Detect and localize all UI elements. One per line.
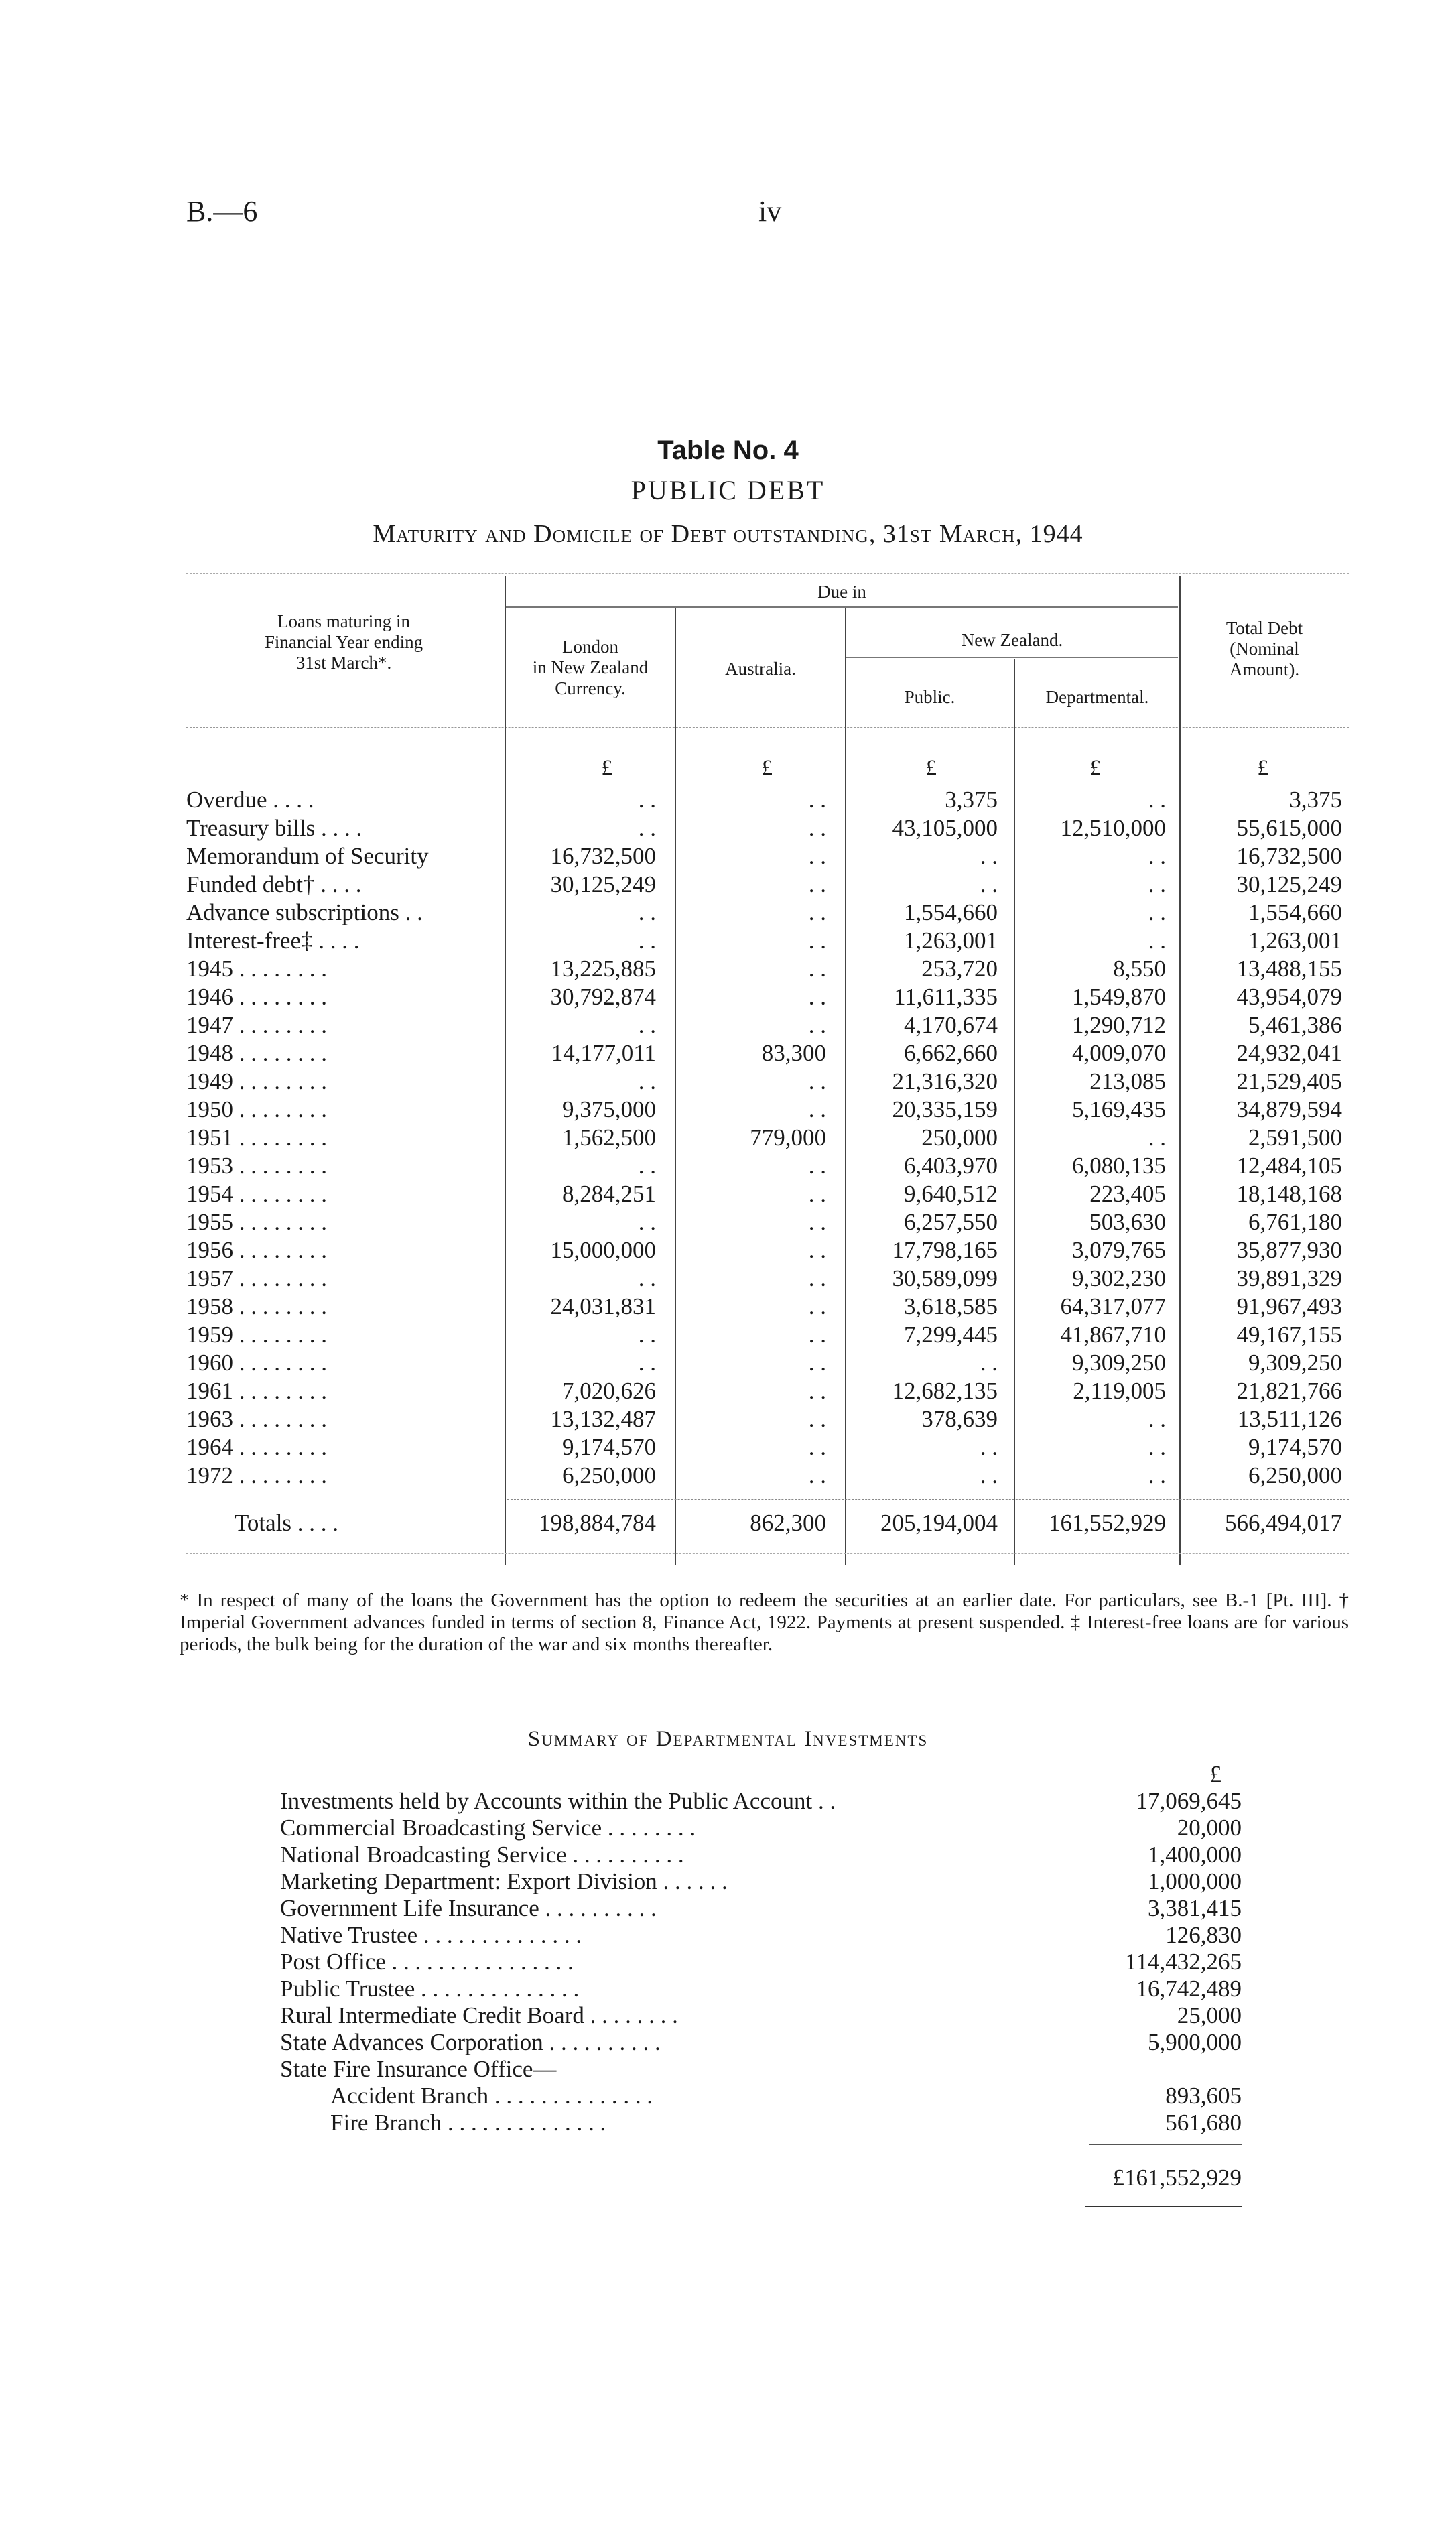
departmental-value: 2,119,005 [1073, 1378, 1166, 1404]
currency-symbol: £ [601, 756, 612, 780]
departmental-value: 223,405 [1089, 1181, 1166, 1207]
public-value: . . [980, 1462, 998, 1488]
total-value: 30,125,249 [1236, 871, 1342, 897]
header-london: London in New Zealand Currency. [532, 637, 649, 698]
australia-total: 862,300 [750, 1510, 826, 1536]
row-label: 1945 . . . . . . . . [186, 956, 327, 982]
london-value: 7,020,626 [562, 1378, 656, 1404]
departmental-value: 9,309,250 [1072, 1350, 1166, 1376]
summary-item-label: Investments held by Accounts within the Public Account . . [280, 1788, 836, 1814]
australia-value: . . [808, 1321, 826, 1348]
departmental-value: . . [1148, 1124, 1166, 1151]
london-value: . . [638, 1209, 656, 1235]
summary-item [0, 2029, 1456, 2056]
departmental-value: 1,290,712 [1072, 1012, 1166, 1038]
public-value: 43,105,000 [892, 815, 998, 841]
public-value: 378,639 [921, 1406, 998, 1432]
summary-item-value: 1,000,000 [1148, 1868, 1242, 1894]
summary-item-label: State Advances Corporation . . . . . . . . . . [280, 2029, 661, 2055]
london-value: 16,732,500 [550, 843, 656, 869]
australia-value: 779,000 [750, 1124, 826, 1151]
public-value: 6,257,550 [904, 1209, 998, 1235]
table-label: Table No. 4 [657, 436, 799, 465]
summary-item-value: 1,400,000 [1148, 1841, 1242, 1868]
public-value: 9,640,512 [904, 1181, 998, 1207]
london-value: 30,792,874 [550, 984, 656, 1010]
summary-item [0, 1788, 1456, 1815]
table-row [0, 955, 1456, 983]
row-label: 1960 . . . . . . . . [186, 1350, 327, 1376]
row-label: 1947 . . . . . . . . [186, 1012, 327, 1038]
table-row [0, 870, 1456, 899]
total-value: 39,891,329 [1236, 1265, 1342, 1291]
row-label: 1956 . . . . . . . . [186, 1237, 327, 1263]
london-value: . . [638, 1068, 656, 1094]
row-label: Overdue . . . . [186, 787, 314, 813]
public-total: 205,194,004 [880, 1510, 998, 1536]
london-value: . . [638, 815, 656, 841]
summary-item [0, 1949, 1456, 1976]
total-value: 13,488,155 [1236, 956, 1342, 982]
header-australia: Australia. [725, 659, 796, 679]
summary-item-label: Post Office . . . . . . . . . . . . . . . . [280, 1949, 574, 1975]
table-row [0, 1067, 1456, 1096]
australia-value: . . [808, 899, 826, 925]
header-loans: Loans maturing in Financial Year ending 31st March*. [264, 611, 423, 673]
header-due-in: Due in [817, 582, 866, 602]
total-value: 16,732,500 [1236, 843, 1342, 869]
public-value: 20,335,159 [892, 1096, 998, 1122]
row-label: 1955 . . . . . . . . [186, 1209, 327, 1235]
row-label: 1957 . . . . . . . . [186, 1265, 327, 1291]
public-value: . . [980, 871, 998, 897]
departmental-value: . . [1148, 1434, 1166, 1460]
departmental-value: . . [1148, 843, 1166, 869]
header-public: Public. [904, 687, 955, 707]
document-reference: B.—6 [186, 195, 258, 228]
total-value: 2,591,500 [1248, 1124, 1342, 1151]
public-value: 7,299,445 [904, 1321, 998, 1348]
departmental-value: 64,317,077 [1060, 1293, 1166, 1319]
row-label: Interest-free‡ . . . . [186, 927, 360, 954]
table-title: PUBLIC DEBT [631, 475, 825, 505]
row-label: Funded debt† . . . . [186, 871, 362, 897]
summary-item [0, 2110, 1456, 2136]
public-value: 6,662,660 [904, 1040, 998, 1066]
summary-item [0, 1841, 1456, 1868]
summary-total: £161,552,929 [1112, 2164, 1242, 2191]
public-value: 1,263,001 [904, 927, 998, 954]
total-value: 21,821,766 [1236, 1378, 1342, 1404]
london-value: . . [638, 899, 656, 925]
total-value: 1,554,660 [1248, 899, 1342, 925]
currency-symbol: £ [1209, 1761, 1221, 1787]
row-label: 1949 . . . . . . . . [186, 1068, 327, 1094]
total-value: 49,167,155 [1236, 1321, 1342, 1348]
departmental-value: . . [1148, 927, 1166, 954]
australia-value: . . [808, 927, 826, 954]
summary-item [0, 1868, 1456, 1895]
table-row [0, 899, 1456, 927]
table-row [0, 814, 1456, 842]
australia-value: . . [808, 787, 826, 813]
table-row [0, 983, 1456, 1011]
table-row [0, 1124, 1456, 1152]
due-in-rule [506, 606, 1178, 608]
summary-item-label: Marketing Department: Export Division . . . . . . [280, 1868, 728, 1894]
australia-value: 83,300 [761, 1040, 826, 1066]
summary-item-label: Rural Intermediate Credit Board . . . . . . . . [280, 2002, 678, 2028]
grand-total: 566,494,017 [1225, 1510, 1342, 1536]
departmental-total: 161,552,929 [1049, 1510, 1166, 1536]
public-value: 3,375 [945, 787, 998, 813]
london-value: 13,132,487 [550, 1406, 656, 1432]
summary-item-label: National Broadcasting Service . . . . . . . . . . [280, 1841, 684, 1868]
table-bottom-rule [186, 1553, 1349, 1554]
summary-item [0, 1976, 1456, 2002]
london-value: 1,562,500 [562, 1124, 656, 1151]
public-value: 21,316,320 [892, 1068, 998, 1094]
table-row [0, 1433, 1456, 1462]
summary-item-label: Commercial Broadcasting Service . . . . . . . . [280, 1815, 696, 1841]
departmental-value: 1,549,870 [1072, 984, 1166, 1010]
london-value: . . [638, 787, 656, 813]
summary-total-rule [1089, 2144, 1242, 2145]
totals-label: Totals . . . . [235, 1510, 339, 1536]
departmental-value: 6,080,135 [1072, 1153, 1166, 1179]
australia-value: . . [808, 871, 826, 897]
table-row [0, 1405, 1456, 1433]
departmental-value: 9,302,230 [1072, 1265, 1166, 1291]
row-label: 1959 . . . . . . . . [186, 1321, 327, 1348]
table-row [0, 927, 1456, 955]
london-total: 198,884,784 [539, 1510, 656, 1536]
london-value: 14,177,011 [551, 1040, 656, 1066]
row-label: Memorandum of Security [186, 843, 429, 869]
table-row [0, 1208, 1456, 1236]
australia-value: . . [808, 956, 826, 982]
summary-total-row [0, 2164, 1456, 2191]
summary-item-label: Accident Branch . . . . . . . . . . . . . . [330, 2083, 653, 2109]
row-label: 1951 . . . . . . . . [186, 1124, 327, 1151]
summary-double-rule [1085, 2205, 1242, 2207]
public-value: 1,554,660 [904, 899, 998, 925]
public-value: 17,798,165 [892, 1237, 998, 1263]
new-zealand-rule [846, 657, 1178, 658]
australia-value: . . [808, 1096, 826, 1122]
summary-item [0, 2056, 1456, 2083]
australia-value: . . [808, 1181, 826, 1207]
table-subtitle: Maturity and Domicile of Debt outstanding, 31st March, 1944 [373, 520, 1083, 548]
departmental-value: . . [1148, 1406, 1166, 1432]
australia-value: . . [808, 1378, 826, 1404]
london-value: 6,250,000 [562, 1462, 656, 1488]
table-row [0, 1039, 1456, 1067]
australia-value: . . [808, 1462, 826, 1488]
row-label: 1961 . . . . . . . . [186, 1378, 327, 1404]
summary-currency-row [0, 1761, 1456, 1788]
summary-item-value: 126,830 [1165, 1922, 1242, 1948]
summary-item-value: 561,680 [1165, 2110, 1242, 2136]
row-label: Advance subscriptions . . [186, 899, 423, 925]
total-value: 43,954,079 [1236, 984, 1342, 1010]
summary-item [0, 2002, 1456, 2029]
australia-value: . . [808, 1434, 826, 1460]
row-label: 1954 . . . . . . . . [186, 1181, 327, 1207]
summary-item-value: 893,605 [1165, 2083, 1242, 2109]
departmental-value: 8,550 [1113, 956, 1166, 982]
australia-value: . . [808, 1012, 826, 1038]
row-label: 1953 . . . . . . . . [186, 1153, 327, 1179]
departmental-value: . . [1148, 787, 1166, 813]
public-value: 4,170,674 [904, 1012, 998, 1038]
departmental-value: 503,630 [1089, 1209, 1166, 1235]
australia-value: . . [808, 1237, 826, 1263]
header-bottom-rule [186, 727, 1349, 728]
public-value: 253,720 [921, 956, 998, 982]
australia-value: . . [808, 1068, 826, 1094]
public-value: 3,618,585 [904, 1293, 998, 1319]
london-value: . . [638, 927, 656, 954]
table-row [0, 1321, 1456, 1349]
public-value: . . [980, 1434, 998, 1460]
table-row [0, 1152, 1456, 1180]
total-value: 13,511,126 [1237, 1406, 1342, 1432]
public-value: . . [980, 1350, 998, 1376]
london-value: 15,000,000 [550, 1237, 656, 1263]
summary-item [0, 1895, 1456, 1922]
table-row [0, 1265, 1456, 1293]
totals-row [0, 1509, 1456, 1537]
australia-value: . . [808, 1406, 826, 1432]
row-label: 1972 . . . . . . . . [186, 1462, 327, 1488]
summary-item [0, 2083, 1456, 2110]
total-value: 24,932,041 [1236, 1040, 1342, 1066]
summary-item-value: 20,000 [1177, 1815, 1242, 1841]
table-row [0, 842, 1456, 870]
public-value: 250,000 [921, 1124, 998, 1151]
australia-value: . . [808, 1265, 826, 1291]
total-value: 35,877,930 [1236, 1237, 1342, 1263]
row-label: 1964 . . . . . . . . [186, 1434, 327, 1460]
london-value: . . [638, 1265, 656, 1291]
table-row [0, 1096, 1456, 1124]
london-value: 9,375,000 [562, 1096, 656, 1122]
london-value: 24,031,831 [550, 1293, 656, 1319]
london-value: 30,125,249 [550, 871, 656, 897]
summary-item-label: Public Trustee . . . . . . . . . . . . . . [280, 1976, 580, 2002]
header-total: Total Debt (Nominal Amount). [1226, 618, 1303, 679]
table-footnote: * In respect of many of the loans the Government has the option to redeem the securities at an earlier date. For particulars, see B.-1 [Pt. III]. † Imperial Government advances funded in terms of section 8, Finance Act, 1922. Payments at present suspended. ‡ Interest-free loans are for various periods, the bulk being for the duration of the war and six months thereafter. [180, 1590, 1349, 1655]
australia-value: . . [808, 984, 826, 1010]
summary-item-value: 16,742,489 [1136, 1976, 1242, 2002]
row-label: 1958 . . . . . . . . [186, 1293, 327, 1319]
total-value: 34,879,594 [1236, 1096, 1342, 1122]
total-value: 9,174,570 [1248, 1434, 1342, 1460]
london-value: . . [638, 1350, 656, 1376]
summary-item [0, 1815, 1456, 1841]
public-value: 6,403,970 [904, 1153, 998, 1179]
total-value: 91,967,493 [1236, 1293, 1342, 1319]
australia-value: . . [808, 1153, 826, 1179]
london-value: . . [638, 1153, 656, 1179]
table-row [0, 1011, 1456, 1039]
departmental-value: 4,009,070 [1072, 1040, 1166, 1066]
totals-rule [507, 1499, 1349, 1500]
public-value: 12,682,135 [892, 1378, 998, 1404]
summary-item [0, 1922, 1456, 1949]
total-value: 9,309,250 [1248, 1350, 1342, 1376]
total-value: 12,484,105 [1236, 1153, 1342, 1179]
total-value: 21,529,405 [1236, 1068, 1342, 1094]
header-departmental: Departmental. [1045, 687, 1149, 707]
australia-value: . . [808, 843, 826, 869]
summary-item-label: Fire Branch . . . . . . . . . . . . . . [330, 2110, 606, 2136]
table-row [0, 1462, 1456, 1490]
total-value: 18,148,168 [1236, 1181, 1342, 1207]
public-value: . . [980, 843, 998, 869]
australia-value: . . [808, 1350, 826, 1376]
table-row [0, 1180, 1456, 1208]
departmental-value: 3,079,765 [1072, 1237, 1166, 1263]
london-value: 13,225,885 [550, 956, 656, 982]
currency-symbol: £ [1257, 756, 1268, 780]
total-value: 6,250,000 [1248, 1462, 1342, 1488]
departmental-value: . . [1148, 1462, 1166, 1488]
departmental-value: 213,085 [1089, 1068, 1166, 1094]
header-top-rule [186, 573, 1349, 574]
row-label: 1946 . . . . . . . . [186, 984, 327, 1010]
row-label: Treasury bills . . . . [186, 815, 362, 841]
currency-symbol: £ [1089, 756, 1101, 780]
currency-symbol: £ [925, 756, 937, 780]
london-value: . . [638, 1321, 656, 1348]
table-row [0, 1236, 1456, 1265]
header-new-zealand: New Zealand. [961, 630, 1063, 650]
departmental-value: 5,169,435 [1072, 1096, 1166, 1122]
summary-item-value: 25,000 [1177, 2002, 1242, 2028]
london-value: 9,174,570 [562, 1434, 656, 1460]
summary-item-label: Government Life Insurance . . . . . . . . . . [280, 1895, 657, 1921]
australia-value: . . [808, 1209, 826, 1235]
departmental-value: 41,867,710 [1060, 1321, 1166, 1348]
table-row [0, 1293, 1456, 1321]
australia-value: . . [808, 1293, 826, 1319]
currency-row [0, 754, 1456, 782]
total-value: 1,263,001 [1248, 927, 1342, 954]
page-number: iv [758, 195, 782, 228]
row-label: 1948 . . . . . . . . [186, 1040, 327, 1066]
london-value: . . [638, 1012, 656, 1038]
summary-item-value: 3,381,415 [1148, 1895, 1242, 1921]
table-row [0, 1377, 1456, 1405]
total-value: 3,375 [1289, 787, 1342, 813]
departmental-value: . . [1148, 899, 1166, 925]
summary-title: Summary of Departmental Investments [527, 1727, 929, 1751]
public-value: 30,589,099 [892, 1265, 998, 1291]
departmental-value: 12,510,000 [1060, 815, 1166, 841]
departmental-value: . . [1148, 871, 1166, 897]
summary-item-value: 5,900,000 [1148, 2029, 1242, 2055]
public-value: 11,611,335 [894, 984, 998, 1010]
currency-symbol: £ [761, 756, 773, 780]
table-row [0, 786, 1456, 814]
table-row [0, 1349, 1456, 1377]
summary-item-label: State Fire Insurance Office— [280, 2056, 557, 2082]
total-value: 6,761,180 [1248, 1209, 1342, 1235]
australia-value: . . [808, 815, 826, 841]
total-value: 55,615,000 [1236, 815, 1342, 841]
summary-item-label: Native Trustee . . . . . . . . . . . . . . [280, 1922, 582, 1948]
summary-item-value: 114,432,265 [1125, 1949, 1242, 1975]
row-label: 1963 . . . . . . . . [186, 1406, 327, 1432]
row-label: 1950 . . . . . . . . [186, 1096, 327, 1122]
total-value: 5,461,386 [1248, 1012, 1342, 1038]
london-value: 8,284,251 [562, 1181, 656, 1207]
summary-item-value: 17,069,645 [1136, 1788, 1242, 1814]
